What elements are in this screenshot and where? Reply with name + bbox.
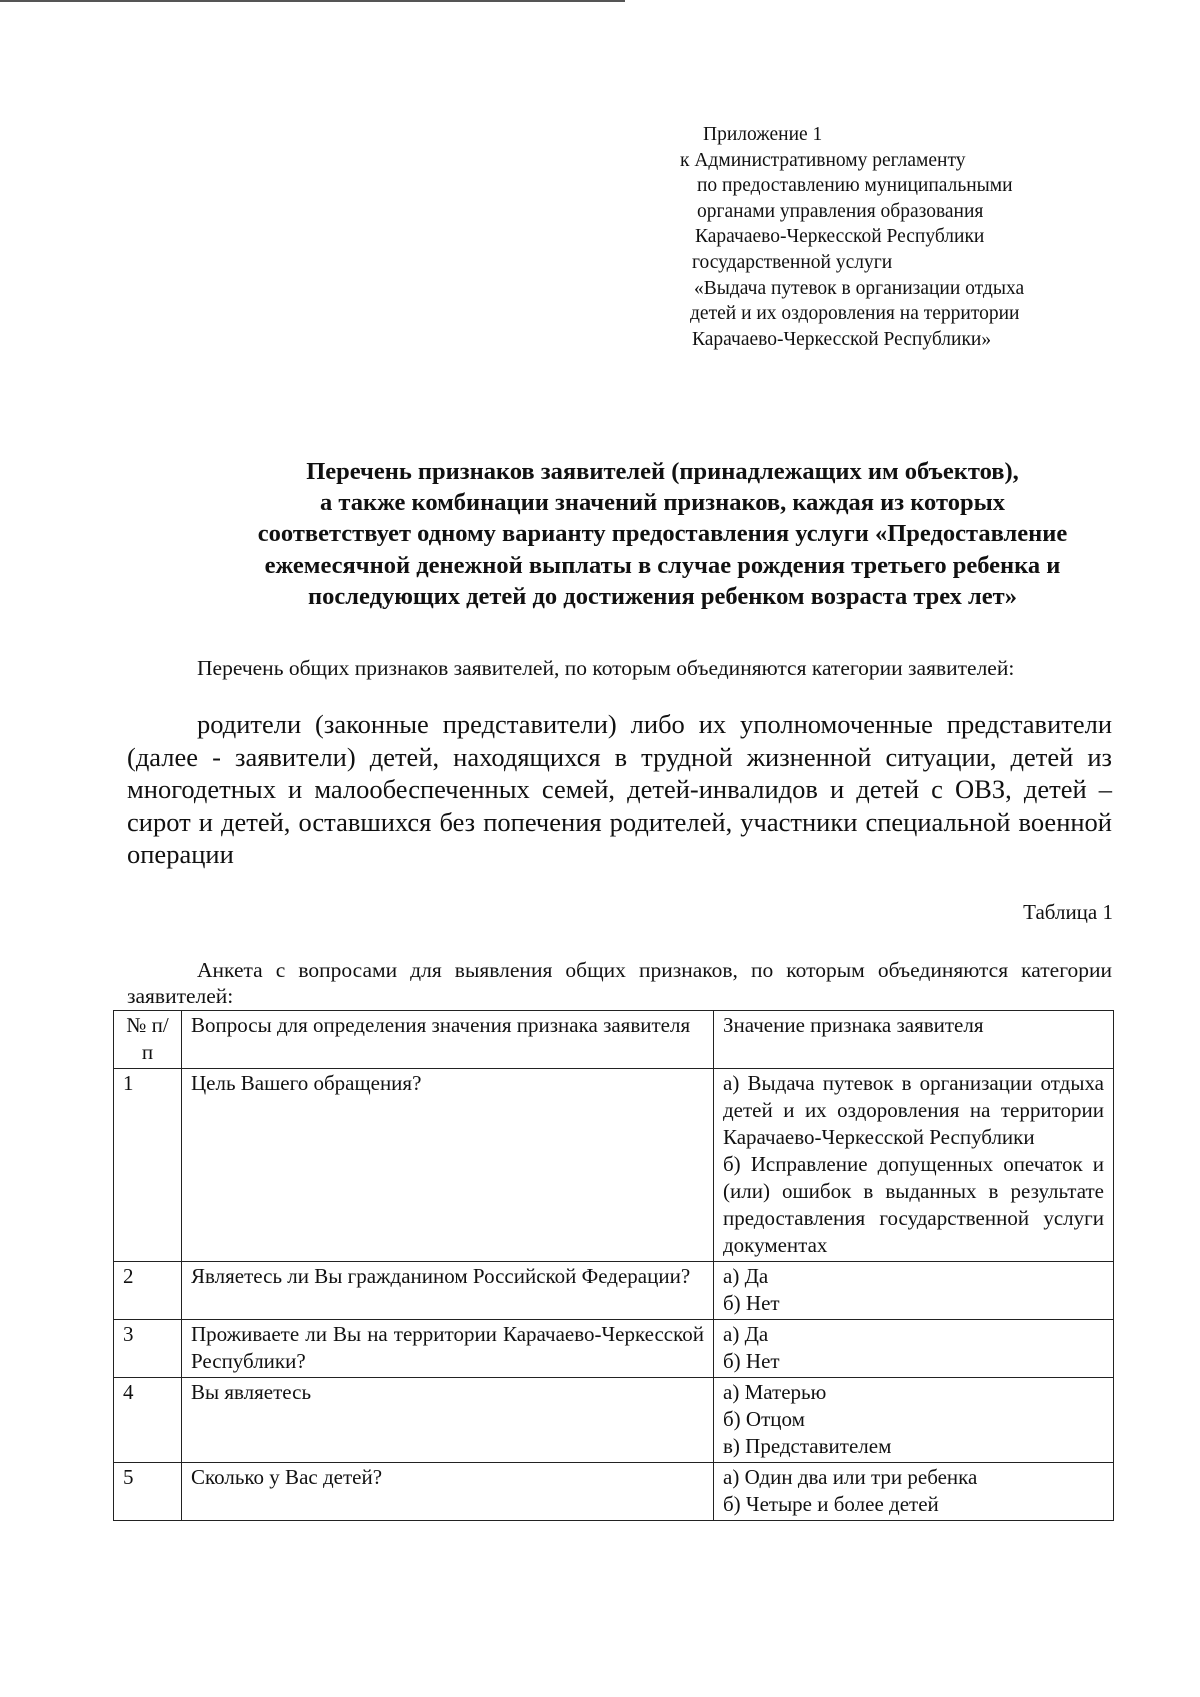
appendix-header <box>680 122 1130 352</box>
row-options <box>714 1320 1114 1378</box>
row-question: Сколько у Вас детей? <box>182 1463 714 1521</box>
option-item: а) Выдача путевок в организации отдыха детей и их оздоровления на территории Карачаево-Черкесской Республики <box>723 1071 1104 1149</box>
row-options <box>714 1069 1114 1262</box>
header-value: Значение признака заявителя <box>714 1011 1114 1069</box>
scan-edge-line <box>0 0 625 2</box>
option-item: б) Исправление допущенных опечаток и (или) ошибок в выданных в результате предоставления государственной услуги документах <box>723 1152 1104 1257</box>
appendix-line: к Административному регламенту <box>680 149 966 171</box>
table-row <box>114 1463 1114 1521</box>
option-item: в) Представителем <box>723 1434 892 1458</box>
appendix-line: органами управления образования <box>697 200 984 222</box>
title-line: Перечень признаков заявителей (принадлежащих им объектов), <box>306 458 1019 485</box>
title-line: соответствует одному варианту предоставления услуги «Предоставление <box>257 520 1068 548</box>
row-number: 4 <box>114 1378 182 1463</box>
appendix-line: Карачаево-Черкесской Республики <box>695 226 985 248</box>
row-question: Являетесь ли Вы гражданином Российской Федерации? <box>182 1262 714 1320</box>
applicants-paragraph: родители (законные представители) либо их уполномоченные представители (далее - заявители) детей, находящихся в трудной жизненной ситуации, детей из многодетных и малообеспеченных семей, детей-инвалидов и детей с ОВЗ, детей –сирот и детей, оставшихся без попечения родителей, участники специальной военной операции <box>127 709 1112 869</box>
table-row <box>114 1069 1114 1262</box>
row-question: Проживаете ли Вы на территории Карачаево-Черкесской Республики? <box>182 1320 714 1378</box>
survey-intro-paragraph: Анкета с вопросами для выявления общих признаков, по которым объединяются категории заявителей: <box>127 958 1112 1008</box>
document-title <box>120 456 1200 612</box>
option-item: а) Матерью <box>723 1380 827 1404</box>
table-row <box>114 1262 1114 1320</box>
table-caption: Таблица 1 <box>1023 900 1113 924</box>
option-item: б) Отцом <box>723 1407 805 1431</box>
survey-table <box>113 1010 1114 1521</box>
row-options <box>714 1463 1114 1521</box>
row-options <box>714 1378 1114 1463</box>
row-number: 5 <box>114 1463 182 1521</box>
appendix-line: «Выдача путевок в организации отдыха <box>694 277 1025 299</box>
table-row <box>114 1320 1114 1378</box>
intro-paragraph: Перечень общих признаков заявителей, по которым объединяются категории заявителей: <box>197 656 1015 680</box>
appendix-line: по предоставлению муниципальными <box>697 175 1013 197</box>
option-item: а) Да <box>723 1322 769 1346</box>
option-item: а) Да <box>723 1264 769 1288</box>
table-header-row <box>114 1011 1114 1069</box>
row-question: Цель Вашего обращения? <box>182 1069 714 1262</box>
option-item: б) Нет <box>723 1291 780 1315</box>
row-number: 2 <box>114 1262 182 1320</box>
option-item: б) Нет <box>723 1349 780 1373</box>
appendix-line: Приложение 1 <box>703 124 823 145</box>
row-question: Вы являетесь <box>182 1378 714 1463</box>
table-row <box>114 1378 1114 1463</box>
title-line: последующих детей до достижения ребенком возраста трех лет» <box>308 582 1017 610</box>
title-line: ежемесячной денежной выплаты в случае рождения третьего ребенка и <box>264 551 1061 579</box>
row-number: 1 <box>114 1069 182 1262</box>
header-question: Вопросы для определения значения признака заявителя <box>182 1011 714 1069</box>
header-number: № п/п <box>114 1011 182 1069</box>
row-options <box>714 1262 1114 1320</box>
option-item: а) Один два или три ребенка <box>723 1465 978 1489</box>
row-number: 3 <box>114 1320 182 1378</box>
appendix-line: Карачаево-Черкесской Республики» <box>692 328 992 350</box>
appendix-line: детей и их оздоровления на территории <box>690 303 1020 325</box>
title-line: а также комбинации значений признаков, каждая из которых <box>320 489 1005 517</box>
option-item: б) Четыре и более детей <box>723 1492 939 1516</box>
appendix-line: государственной услуги <box>692 251 893 273</box>
